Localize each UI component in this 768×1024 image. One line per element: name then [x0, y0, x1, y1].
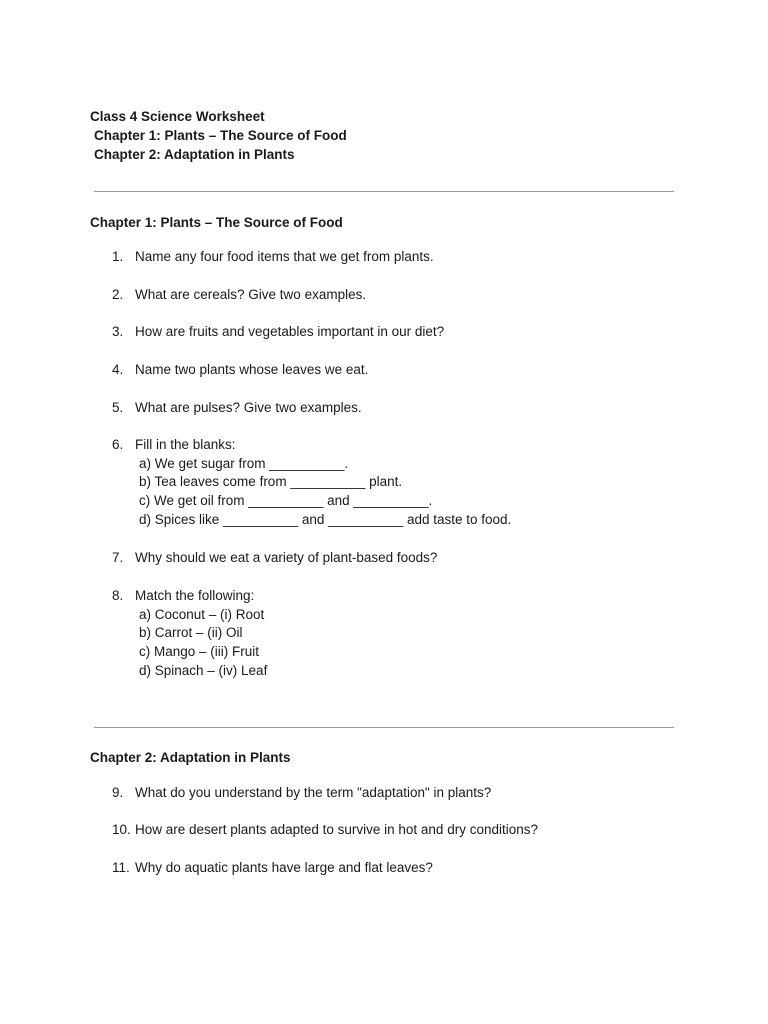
question-2: [112, 286, 366, 305]
question-number: 1.: [112, 249, 124, 264]
question-1: [112, 248, 434, 267]
match-item: a) Coconut – (i) Root: [139, 606, 265, 622]
section-title-chapter-1: Chapter 1: Plants – The Source of Food: [90, 215, 343, 230]
question-text: Fill in the blanks:: [135, 437, 236, 452]
question-text: Name two plants whose leaves we eat.: [135, 362, 369, 377]
question-number: 11.: [112, 860, 130, 875]
question-text: Match the following:: [135, 588, 255, 603]
worksheet-header: [90, 107, 347, 164]
question-number: 9.: [112, 785, 124, 800]
header-chapter-2: Chapter 2: Adaptation in Plants: [94, 147, 295, 162]
question-3: [112, 323, 444, 342]
match-item: c) Mango – (iii) Fruit: [139, 644, 260, 660]
question-text: What are pulses? Give two examples.: [135, 400, 362, 415]
worksheet-title: Class 4 Science Worksheet: [90, 109, 265, 124]
question-number: 6.: [112, 437, 124, 452]
question-text: How are fruits and vegetables important in our diet?: [135, 324, 445, 339]
fill-blank-item: b) Tea leaves come from __________ plant.: [139, 474, 403, 490]
question-number: 8.: [112, 588, 124, 603]
question-number: 4.: [112, 362, 124, 377]
fill-blank-item: c) We get oil from __________ and __________.: [139, 493, 433, 509]
question-text: What are cereals? Give two examples.: [135, 287, 367, 302]
divider: [94, 191, 674, 192]
section-title-chapter-2: Chapter 2: Adaptation in Plants: [90, 750, 291, 765]
question-10: [112, 821, 538, 840]
match-item: d) Spinach – (iv) Leaf: [139, 662, 268, 678]
question-number: 7.: [112, 550, 124, 565]
question-text: Why do aquatic plants have large and flat leaves?: [135, 860, 433, 875]
question-number: 5.: [112, 400, 124, 415]
question-number: 10.: [112, 822, 131, 837]
question-7: [112, 549, 437, 568]
question-8: [112, 587, 267, 681]
question-6: [112, 436, 511, 530]
header-chapter-1: Chapter 1: Plants – The Source of Food: [94, 128, 347, 143]
question-text: Name any four food items that we get from plants.: [135, 249, 434, 264]
match-item: b) Carrot – (ii) Oil: [139, 625, 243, 641]
question-11: [112, 859, 433, 878]
divider: [94, 727, 674, 728]
question-text: Why should we eat a variety of plant-based foods?: [135, 550, 438, 565]
question-text: How are desert plants adapted to survive in hot and dry conditions?: [135, 822, 538, 837]
fill-blank-item: d) Spices like __________ and __________ add taste to food.: [139, 511, 512, 527]
question-number: 2.: [112, 287, 124, 302]
question-text: What do you understand by the term "adaptation" in plants?: [135, 785, 492, 800]
question-4: [112, 361, 368, 380]
question-9: [112, 784, 491, 803]
question-5: [112, 399, 362, 418]
fill-blank-item: a) We get sugar from __________.: [139, 455, 349, 471]
question-number: 3.: [112, 324, 124, 339]
